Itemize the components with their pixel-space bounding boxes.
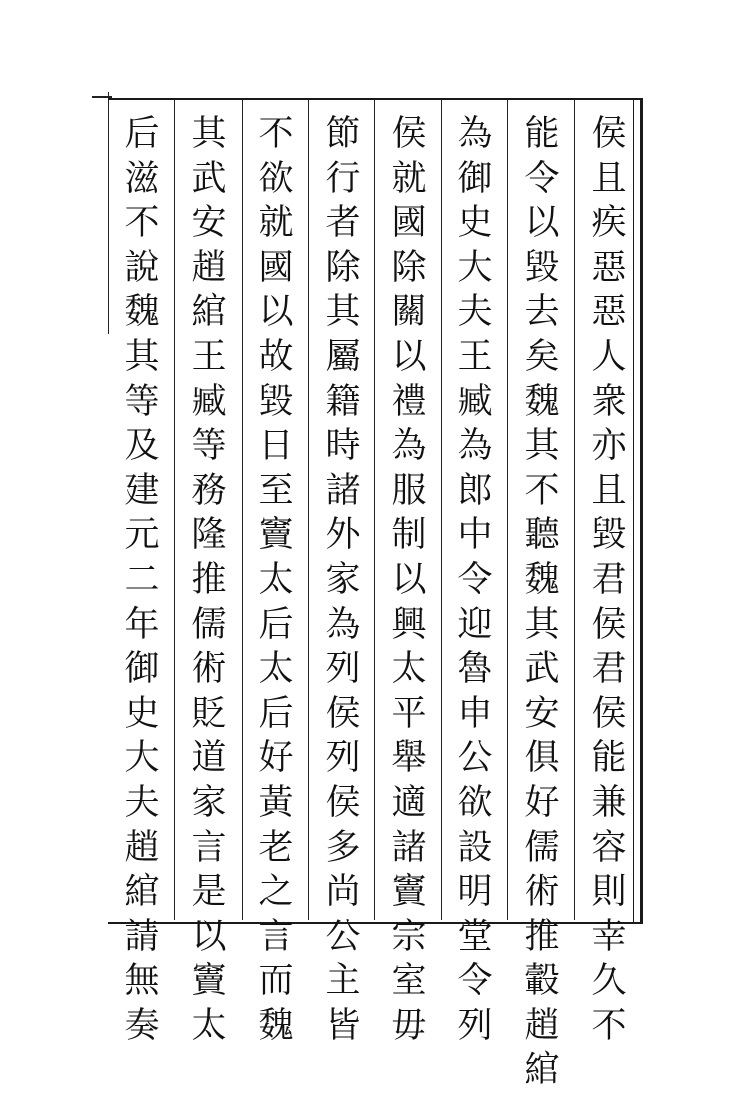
character: 幸 <box>591 916 627 957</box>
character: 籍 <box>325 381 361 422</box>
character: 列 <box>457 1005 493 1046</box>
character: 安 <box>524 693 560 734</box>
character: 為 <box>391 426 427 467</box>
character: 主 <box>325 961 361 1002</box>
character: 明 <box>457 872 493 913</box>
character: 君 <box>591 559 627 600</box>
character: 尚 <box>325 872 361 913</box>
character: 能 <box>591 738 627 779</box>
character: 聽 <box>524 515 560 556</box>
character: 二 <box>124 559 160 600</box>
character: 侯 <box>325 782 361 823</box>
character: 除 <box>325 247 361 288</box>
character: 魏 <box>124 292 160 333</box>
column-rule <box>507 100 508 920</box>
character: 老 <box>258 827 294 868</box>
character: 行 <box>325 158 361 199</box>
character: 奏 <box>124 1005 160 1046</box>
character: 設 <box>457 827 493 868</box>
character: 亦 <box>591 426 627 467</box>
character: 臧 <box>191 381 227 422</box>
character: 以 <box>524 203 560 244</box>
text-column-8 <box>113 112 171 1046</box>
character: 日 <box>258 426 294 467</box>
character: 好 <box>258 738 294 779</box>
character: 侯 <box>391 114 427 154</box>
character: 平 <box>391 693 427 734</box>
text-column-3 <box>446 112 504 1046</box>
character: 為 <box>457 426 493 467</box>
character: 且 <box>591 158 627 199</box>
character: 疾 <box>591 203 627 244</box>
character: 武 <box>524 649 560 690</box>
column-rule <box>441 100 442 920</box>
character: 令 <box>457 559 493 600</box>
character: 儒 <box>191 604 227 645</box>
character: 舉 <box>391 738 427 779</box>
character: 侯 <box>591 114 627 154</box>
character: 毀 <box>524 247 560 288</box>
character: 毀 <box>591 515 627 556</box>
character: 俱 <box>524 738 560 779</box>
text-column-5 <box>314 112 372 1046</box>
character: 建 <box>124 470 160 511</box>
character: 以 <box>391 336 427 377</box>
character: 夫 <box>124 782 160 823</box>
character: 儒 <box>524 827 560 868</box>
character: 后 <box>124 114 160 154</box>
character: 務 <box>191 470 227 511</box>
character: 欲 <box>258 158 294 199</box>
character: 竇 <box>391 872 427 913</box>
character: 不 <box>258 114 294 154</box>
character: 術 <box>191 649 227 690</box>
character: 皆 <box>325 1005 361 1046</box>
text-column-1 <box>580 112 638 1046</box>
character: 就 <box>391 158 427 199</box>
character: 家 <box>191 782 227 823</box>
character: 大 <box>457 247 493 288</box>
character: 外 <box>325 515 361 556</box>
column-rule <box>242 100 243 920</box>
character: 惡 <box>591 247 627 288</box>
character: 矣 <box>524 336 560 377</box>
character: 毋 <box>391 1005 427 1046</box>
text-column-7 <box>180 112 238 1046</box>
character: 轂 <box>524 961 560 1002</box>
character: 等 <box>191 426 227 467</box>
character: 故 <box>258 336 294 377</box>
character: 魯 <box>457 649 493 690</box>
character: 其 <box>524 604 560 645</box>
character: 制 <box>391 515 427 556</box>
character: 好 <box>524 782 560 823</box>
character: 迎 <box>457 604 493 645</box>
character: 隆 <box>191 515 227 556</box>
character: 以 <box>191 916 227 957</box>
character: 推 <box>191 559 227 600</box>
character: 為 <box>325 604 361 645</box>
character: 且 <box>591 470 627 511</box>
character: 請 <box>124 916 160 957</box>
character: 推 <box>524 916 560 957</box>
character: 室 <box>391 961 427 1002</box>
character: 年 <box>124 604 160 645</box>
character: 郎 <box>457 470 493 511</box>
character: 列 <box>325 649 361 690</box>
character: 大 <box>124 738 160 779</box>
character: 就 <box>258 203 294 244</box>
character: 惡 <box>591 292 627 333</box>
column-rule <box>308 100 309 920</box>
character: 家 <box>325 559 361 600</box>
character: 以 <box>391 559 427 600</box>
character: 禮 <box>391 381 427 422</box>
character: 去 <box>524 292 560 333</box>
character: 人 <box>591 336 627 377</box>
character: 者 <box>325 203 361 244</box>
character: 列 <box>325 738 361 779</box>
character: 國 <box>391 203 427 244</box>
character: 毀 <box>258 381 294 422</box>
character: 不 <box>524 470 560 511</box>
character: 臧 <box>457 381 493 422</box>
character: 而 <box>258 961 294 1002</box>
character: 魏 <box>258 1005 294 1046</box>
character: 則 <box>591 872 627 913</box>
character: 關 <box>391 292 427 333</box>
text-column-4 <box>380 112 438 1046</box>
character: 其 <box>325 292 361 333</box>
character: 服 <box>391 470 427 511</box>
character: 令 <box>457 961 493 1002</box>
character: 元 <box>124 515 160 556</box>
character: 其 <box>191 114 227 154</box>
character: 竇 <box>191 961 227 1002</box>
character: 以 <box>258 292 294 333</box>
character: 不 <box>591 1005 627 1046</box>
character: 宗 <box>391 916 427 957</box>
character: 諸 <box>391 827 427 868</box>
character: 能 <box>524 114 560 154</box>
character: 王 <box>457 336 493 377</box>
character: 安 <box>191 203 227 244</box>
character: 適 <box>391 782 427 823</box>
character: 史 <box>457 203 493 244</box>
text-column-6 <box>247 112 305 1046</box>
character: 多 <box>325 827 361 868</box>
character: 太 <box>258 649 294 690</box>
column-rule <box>374 100 375 920</box>
character: 欲 <box>457 782 493 823</box>
character: 興 <box>391 604 427 645</box>
character: 道 <box>191 738 227 779</box>
character: 是 <box>191 872 227 913</box>
character: 武 <box>191 158 227 199</box>
character: 衆 <box>591 381 627 422</box>
character: 無 <box>124 961 160 1002</box>
column-rule <box>174 100 175 920</box>
character: 趙 <box>524 1005 560 1046</box>
character: 竇 <box>258 515 294 556</box>
character: 君 <box>591 649 627 690</box>
character: 國 <box>258 247 294 288</box>
character: 言 <box>191 827 227 868</box>
character: 侯 <box>591 693 627 734</box>
text-column-2 <box>513 112 571 1091</box>
character: 申 <box>457 693 493 734</box>
character: 趙 <box>124 827 160 868</box>
character: 史 <box>124 693 160 734</box>
character: 滋 <box>124 158 160 199</box>
character: 貶 <box>191 693 227 734</box>
character: 太 <box>258 559 294 600</box>
character: 不 <box>124 203 160 244</box>
character: 御 <box>124 649 160 690</box>
character: 后 <box>258 604 294 645</box>
character: 其 <box>524 426 560 467</box>
character: 說 <box>124 247 160 288</box>
character: 術 <box>524 872 560 913</box>
character: 中 <box>457 515 493 556</box>
character: 及 <box>124 426 160 467</box>
character: 御 <box>457 158 493 199</box>
character: 令 <box>524 158 560 199</box>
character: 容 <box>591 827 627 868</box>
character: 為 <box>457 114 493 154</box>
character: 夫 <box>457 292 493 333</box>
character: 綰 <box>524 1050 560 1091</box>
character: 公 <box>325 916 361 957</box>
character: 言 <box>258 916 294 957</box>
column-rule <box>574 100 575 920</box>
character: 等 <box>124 381 160 422</box>
character: 之 <box>258 872 294 913</box>
character: 諸 <box>325 470 361 511</box>
character: 其 <box>124 336 160 377</box>
character: 太 <box>391 649 427 690</box>
character: 太 <box>191 1005 227 1046</box>
character: 魏 <box>524 559 560 600</box>
character: 公 <box>457 738 493 779</box>
character: 趙 <box>191 247 227 288</box>
character: 王 <box>191 336 227 377</box>
character: 堂 <box>457 916 493 957</box>
character: 時 <box>325 426 361 467</box>
character: 綰 <box>124 872 160 913</box>
character: 兼 <box>591 782 627 823</box>
character: 綰 <box>191 292 227 333</box>
character: 后 <box>258 693 294 734</box>
character: 侯 <box>591 604 627 645</box>
character: 至 <box>258 470 294 511</box>
character: 魏 <box>524 381 560 422</box>
character: 黃 <box>258 782 294 823</box>
character: 屬 <box>325 336 361 377</box>
character: 節 <box>325 114 361 154</box>
character: 久 <box>591 961 627 1002</box>
character: 除 <box>391 247 427 288</box>
character: 侯 <box>325 693 361 734</box>
